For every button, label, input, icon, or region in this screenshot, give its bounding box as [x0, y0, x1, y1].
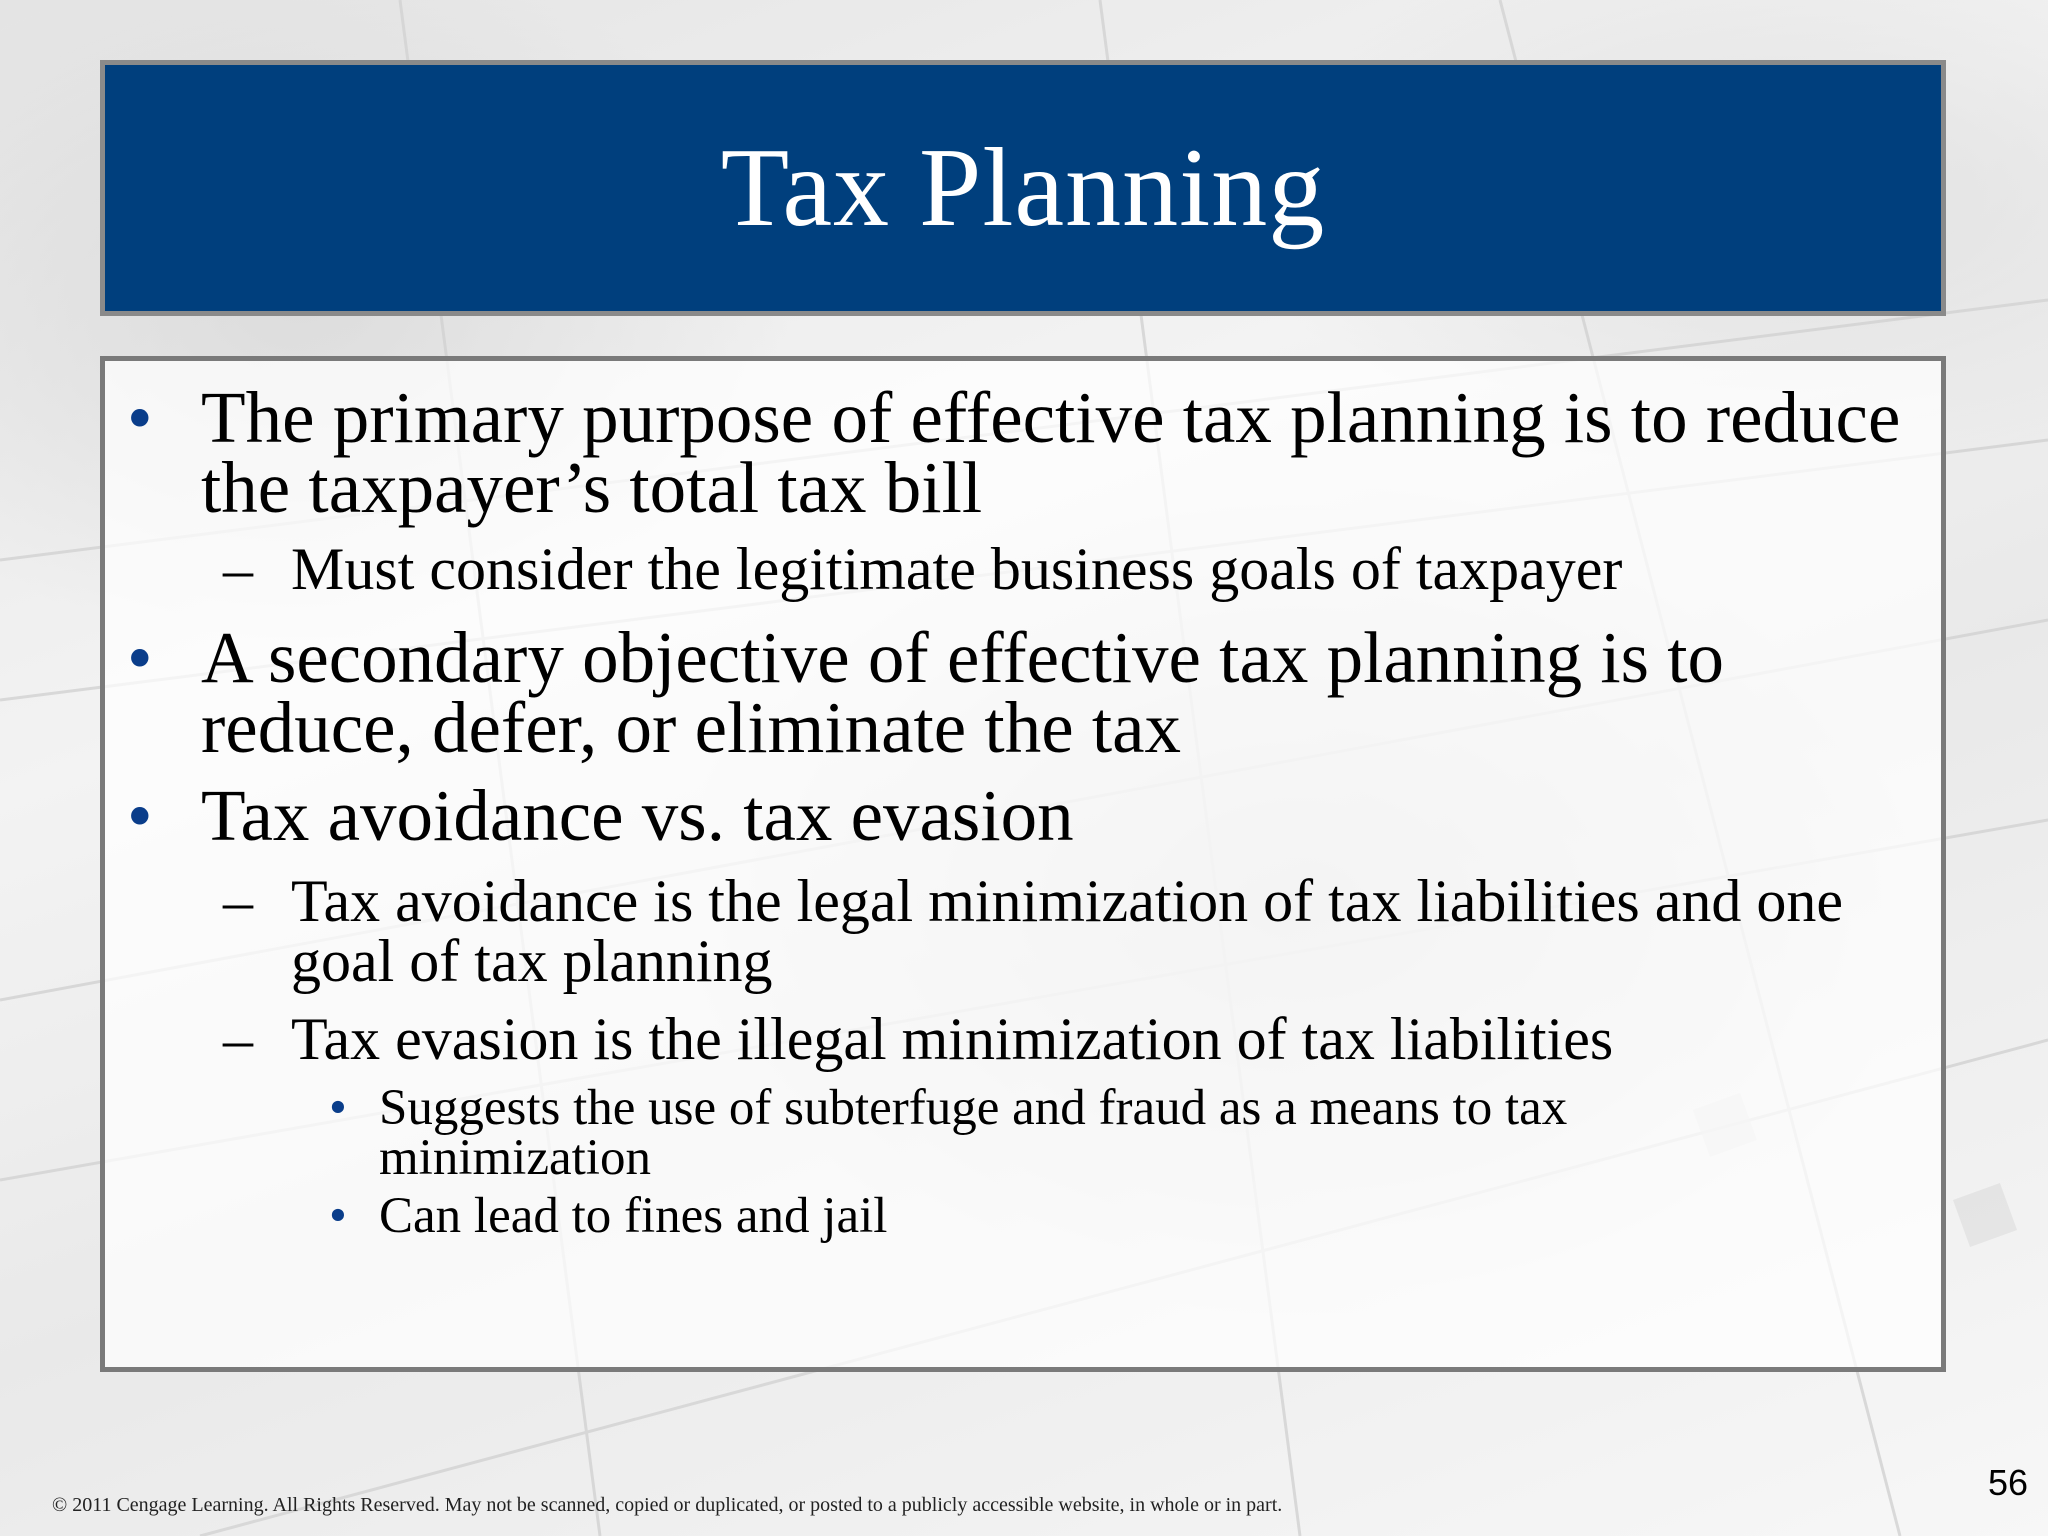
dash-icon: – [223, 536, 253, 602]
bullet-3-sub-2-sub-1-text: Suggests the use of subterfuge and fraud as a means to tax minimization [379, 1080, 1568, 1186]
bullet-3-sub-2-sub-2-text: Can lead to fines and jail [379, 1188, 888, 1244]
content-box [100, 356, 1946, 1372]
slide-title: Tax Planning [720, 126, 1326, 250]
page-number: 56 [1987, 1462, 2028, 1503]
bullet-3-sub-1-text: Tax avoidance is the legal minimization of tax liabilities and one goal of tax planning [291, 868, 1844, 994]
bullet-3-text: Tax avoidance vs. tax evasion [201, 775, 1074, 856]
bullet-icon: • [127, 775, 153, 856]
dash-icon: – [223, 1006, 253, 1072]
bullet-3-sub-2-text: Tax evasion is the illegal minimization of tax liabilities [291, 1006, 1614, 1072]
bullet-2-text: A secondary objective of effective tax planning is to reduce, defer, or eliminate the tax [201, 617, 1725, 768]
title-bar [100, 60, 1946, 316]
copyright-footer: © 2011 Cengage Learning. All Rights Reserved. May not be scanned, copied or duplicated, or posted to a publicly accessible website, in whole or in part. [52, 1494, 1283, 1516]
bullet-icon: • [127, 377, 153, 458]
bullet-icon: • [329, 1188, 347, 1244]
dash-icon: – [223, 868, 253, 934]
bullet-1-sub-1-text: Must consider the legitimate business goals of taxpayer [291, 536, 1623, 602]
bullet-icon: • [329, 1080, 347, 1136]
bullet-1-text: The primary purpose of effective tax planning is to reduce the taxpayer’s total tax bill [201, 377, 1901, 528]
bullet-icon: • [127, 617, 153, 698]
